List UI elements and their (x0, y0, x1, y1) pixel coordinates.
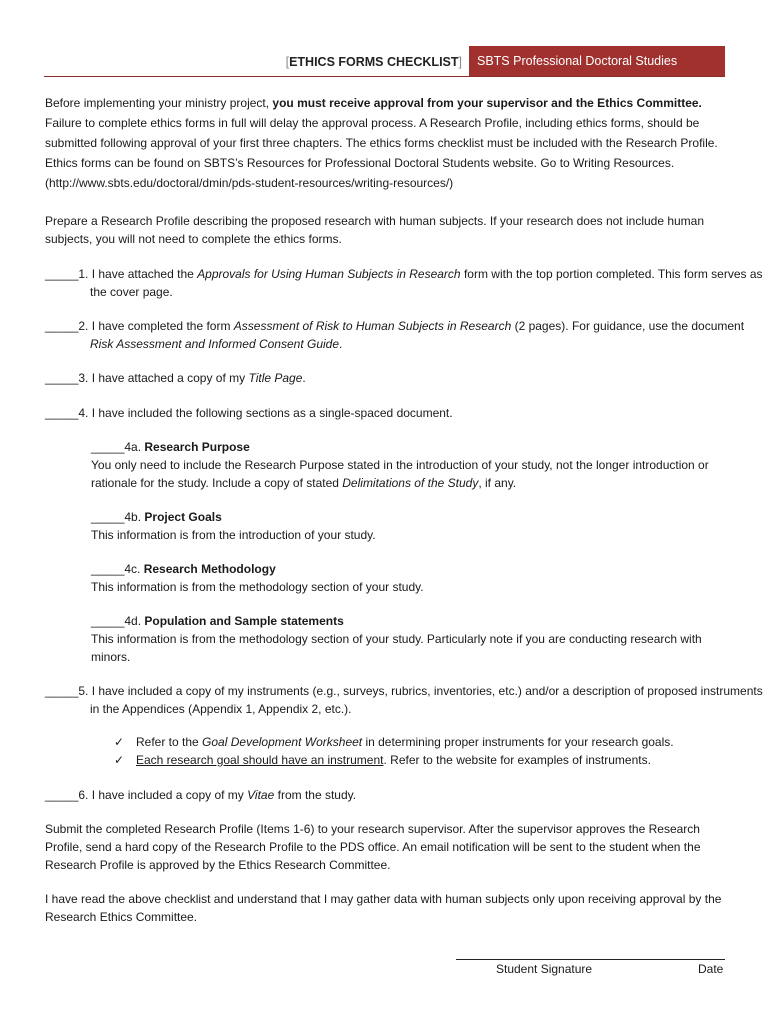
blank-line: _____ (91, 440, 125, 454)
document-header (44, 46, 725, 77)
item-text: , if any. (478, 476, 517, 490)
item-text: . (339, 337, 343, 351)
signature-line (456, 949, 725, 960)
item-text: This information is from the methodology section of your study. (91, 580, 424, 594)
blank-line: _____ (91, 562, 125, 576)
worksheet-name: Goal Development Worksheet (202, 735, 363, 749)
doc-name: Title Page (248, 371, 303, 385)
acknowledge-paragraph: I have read the above checklist and understand that I may gather data with human subjects only upon receiving approval by the Research Ethics Committee. (45, 892, 722, 924)
org-name: SBTS Professional Doctoral Studies (477, 54, 678, 68)
item-text: from the study. (274, 788, 357, 802)
item-text: (2 pages). For guidance, use the document (511, 319, 745, 333)
item-text: Refer to the (136, 735, 203, 749)
item-number: 4c. (124, 562, 144, 576)
checklist-item-2 (45, 317, 770, 353)
item-text: 6. I have included a copy of my (78, 788, 248, 802)
title-text: ETHICS FORMS CHECKLIST (289, 55, 459, 69)
blank-line: _____ (45, 371, 79, 385)
checkmark-icon: ✓ (114, 753, 125, 767)
bracket-close: ] (458, 55, 462, 69)
item-text: . Refer to the website for examples of instruments. (383, 753, 651, 767)
submit-paragraph: Submit the completed Research Profile (Items 1-6) to your research supervisor. After the supervisor approves the Research Profile, send a hard copy of the Research Profile to the PDS office. An email notification will be sent to the student when the Research Profile is approved by the Ethics Research Committee. (45, 822, 701, 872)
item-text: This information is from the introduction of your study. (91, 528, 376, 542)
checklist-item-4c (91, 560, 725, 596)
item-text: in determining proper instruments for your research goals. (362, 735, 674, 749)
blank-line: _____ (45, 267, 79, 281)
item-text: 3. I have attached a copy of my (78, 371, 249, 385)
checklist-item-5 (45, 682, 770, 718)
blank-line: _____ (45, 684, 79, 698)
item-number: 4d. (124, 614, 145, 628)
blank-line: _____ (91, 510, 125, 524)
form-name: Assessment of Risk to Human Subjects in Research (233, 319, 512, 333)
checklist-item-6 (45, 786, 725, 804)
intro-paragraph (45, 93, 725, 193)
underlined-text: Each research goal should have an instrument (136, 753, 384, 767)
checklist-item-1 (45, 265, 770, 301)
item-number: 4b. (124, 510, 145, 524)
section-title: Population and Sample statements (144, 614, 344, 628)
checklist-item-4 (45, 404, 725, 422)
item-text: This information is from the methodology section of your study. Particularly note if you are conducting research with minors. (91, 632, 702, 664)
blank-line: _____ (91, 614, 125, 628)
signature-label: Student Signature (496, 962, 593, 976)
intro-rest: Failure to complete ethics forms in full will delay the approval process. A Research Profile, including ethics forms, should be submitted following approval of your first three chapters. The ethics forms checklist must be included with the Research Profile. Ethics forms can be found on SBTS’s Resources for Professional Doctoral Students website. Go to Writing Resources. (http://www.sbts.edu/doctoral/dmin/pds-student-resources/writing-resources/) (45, 116, 718, 190)
check-bullet-1 (114, 733, 674, 751)
blank-line: _____ (45, 406, 79, 420)
section-title: Research Purpose (144, 440, 250, 454)
item-text: You only need to include the Research Purpose stated in the introduction of your study, not the longer introduction or rationale for the study. Include a copy of stated (91, 458, 709, 490)
bracket-open: [ (285, 55, 290, 69)
section-title: Research Methodology (143, 562, 276, 576)
checklist-item-4b (91, 508, 725, 544)
intro-bold: you must receive approval from your supervisor and the Ethics Committee. (272, 96, 702, 110)
item-number: 4a. (124, 440, 145, 454)
item-text: form with the top portion completed. This form serves as the cover page. (90, 267, 763, 299)
item-text: 2. I have completed the form (78, 319, 234, 333)
blank-line: _____ (45, 319, 79, 333)
check-bullet-2 (114, 751, 651, 769)
checklist-title (286, 53, 462, 71)
intro-lead: Before implementing your ministry project, (45, 96, 273, 110)
delimitations-name: Delimitations of the Study (342, 476, 479, 490)
item-text: . (302, 371, 306, 385)
org-banner (469, 46, 725, 76)
guide-name: Risk Assessment and Informed Consent Guide (90, 337, 340, 351)
vitae-name: Vitae (247, 788, 275, 802)
item-text: 5. I have included a copy of my instruments (e.g., surveys, rubrics, inventories, etc.) and/or a description of proposed instruments in the Appendices (Appendix 1, Appendix 2, etc.). (78, 684, 763, 716)
blank-line: _____ (45, 788, 79, 802)
date-label: Date (698, 962, 724, 976)
checklist-item-4a (91, 438, 725, 492)
prepare-paragraph: Prepare a Research Profile describing the proposed research with human subjects. If your research does not include human subjects, you will not need to complete the ethics forms. (45, 214, 705, 246)
checklist-item-3 (45, 369, 725, 387)
item-text: 4. I have included the following sections as a single-spaced document. (78, 406, 453, 420)
form-name: Approvals for Using Human Subjects in Research (197, 267, 461, 281)
checklist-item-4d (91, 612, 725, 666)
checkmark-icon: ✓ (114, 735, 125, 749)
item-text: 1. I have attached the (78, 267, 198, 281)
section-title: Project Goals (144, 510, 222, 524)
